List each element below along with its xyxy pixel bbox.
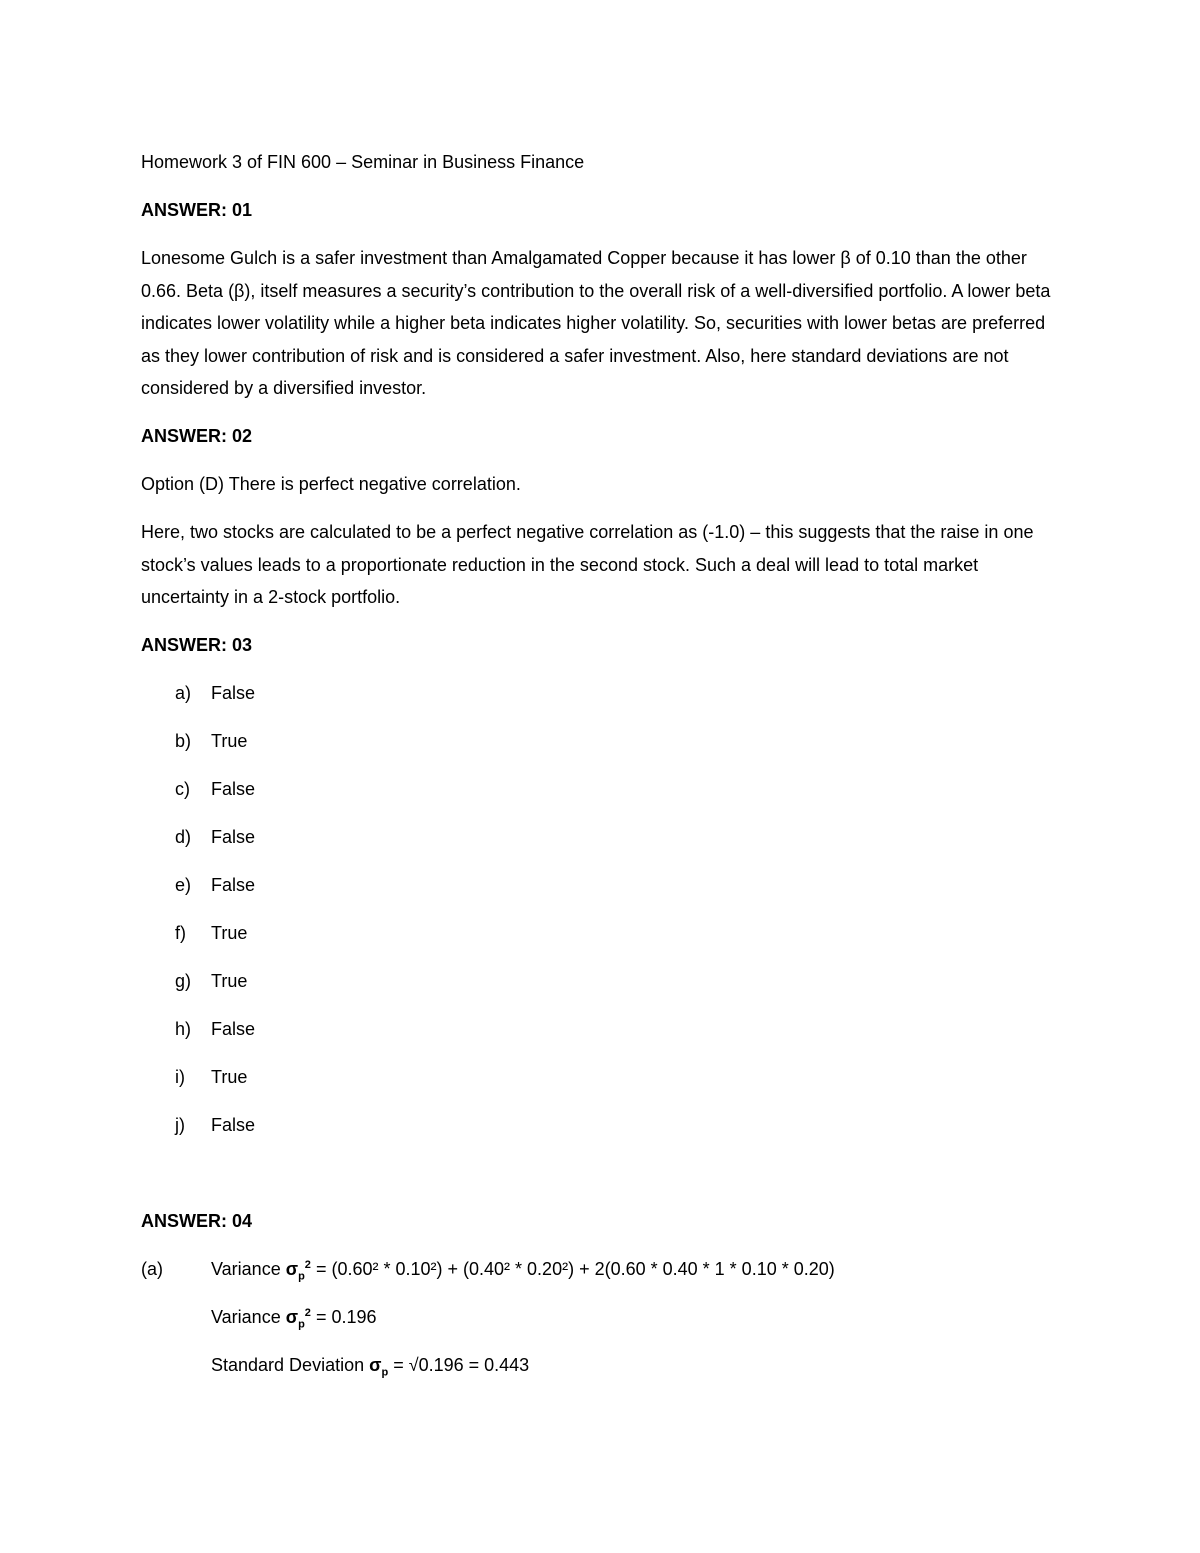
list-item-value: True [211,1067,248,1087]
sigma-symbol: $\sigma_p$ [369,1355,389,1379]
list-item-value: False [211,827,256,847]
list-item-label: g) [175,971,192,991]
variance-label: Variance [211,1259,281,1279]
list-item-value: False [211,1115,256,1135]
list-item-value: True [211,971,248,991]
list-item-value: False [211,875,256,895]
answer-02-heading: ANSWER: 02 [141,426,253,446]
list-item-value: False [211,1019,256,1039]
sigma-symbol: $\sigma_p^2$ [285,1307,311,1331]
variance-label: Variance [211,1307,281,1327]
list-item-label: f) [175,923,186,943]
list-item-value: False [211,779,256,799]
answer-01-heading: ANSWER: 01 [141,200,253,220]
std-dev-label: Standard Deviation [211,1355,365,1375]
list-item-label: j) [175,1115,185,1135]
list-item-label: i) [175,1067,185,1087]
list-item-value: True [211,731,248,751]
list-item-label: h) [175,1019,192,1039]
list-item-label: e) [175,875,192,895]
variance-formula-rhs: = (0.60² * 0.10²) + (0.40² * 0.20²) + 2(0.60 * 0.40 * 1 * 0.10 * 0.20) [315,1259,835,1279]
part-a-label: (a) [141,1259,163,1279]
variance-result: = 0.196 [315,1307,377,1327]
list-item-label: b) [175,731,192,751]
list-item-label: c) [175,779,190,799]
list-item-label: d) [175,827,192,847]
sigma-symbol: $\sigma_p^2$ [285,1259,311,1283]
list-item-value: True [211,923,248,943]
answer-02-option: Option (D) There is perfect negative correlation. [141,474,521,494]
answer-03-heading: ANSWER: 03 [141,635,253,655]
list-item-label: a) [175,683,192,703]
answer-02-paragraph: Here, two stocks are calculated to be a perfect negative correlation as (-1.0) – this suggests that the raise in one stock’s values leads to a proportionate reduction in the second stock. Such a deal will lead to total market uncertainty in a 2-stock portfolio. [141,522,1034,607]
variance-formula [211,1257,835,1281]
document-title: Homework 3 of FIN 600 – Seminar in Business Finance [141,152,585,172]
answer-01-paragraph: Lonesome Gulch is a safer investment than Amalgamated Copper because it has lower β of 0.10 than the other 0.66. Beta (β), itself measures a security’s contribution to the overall risk of a well-diversified portfolio. A lower beta indicates lower volatility while a higher beta indicates higher volatility. So, securities with lower betas are preferred as they lower contribution of risk and is considered a safer investment. Also, here standard deviations are not considered by a diversified investor. [141,248,1051,398]
list-item-value: False [211,683,256,703]
variance-result-line [211,1305,377,1329]
std-dev-line [211,1353,529,1377]
answer-04-heading: ANSWER: 04 [141,1211,253,1231]
std-dev-result: = √0.196 = 0.443 [393,1355,530,1375]
